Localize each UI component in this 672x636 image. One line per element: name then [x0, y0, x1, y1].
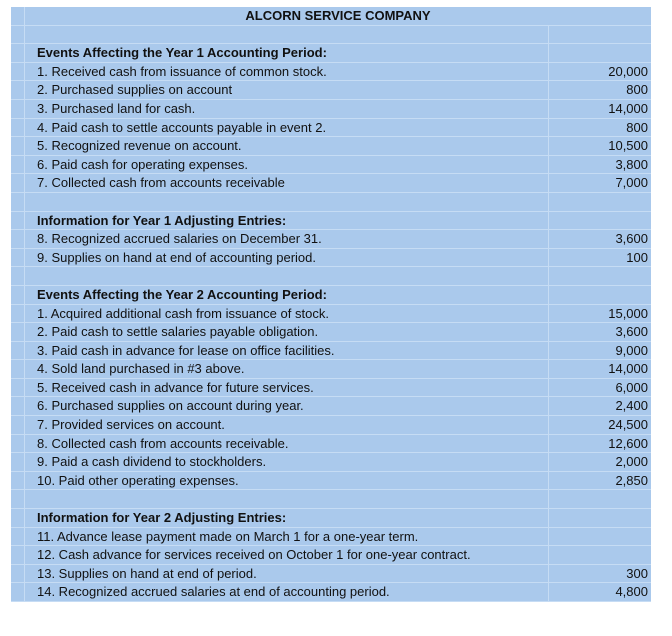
blank-row [11, 490, 651, 509]
table-row [11, 472, 651, 491]
event-description: 11. Advance lease payment made on March 1 for a one-year term. [25, 528, 549, 546]
section-heading-label: Events Affecting the Year 2 Accounting Period: [25, 286, 549, 304]
event-amount: 3,800 [615, 156, 648, 172]
table-row [11, 342, 651, 361]
blank-row [11, 267, 651, 286]
event-amount [549, 546, 651, 564]
event-description: 2. Paid cash to settle salaries payable obligation. [25, 323, 549, 341]
table-row [11, 100, 651, 119]
event-description: 10. Paid other operating expenses. [25, 472, 549, 490]
event-description: 1. Acquired additional cash from issuance of stock. [25, 305, 549, 323]
event-amount: 7,000 [615, 175, 648, 191]
table-row [11, 546, 651, 565]
event-amount: 2,850 [615, 472, 648, 488]
event-amount: 100 [626, 249, 648, 265]
table-row [11, 119, 651, 138]
event-amount: 800 [626, 119, 648, 135]
company-title: ALCORN SERVICE COMPANY [245, 8, 431, 23]
table-row [11, 565, 651, 584]
table-row [11, 174, 651, 193]
event-description: 9. Paid a cash dividend to stockholders. [25, 453, 549, 471]
event-description: 8. Recognized accrued salaries on December 31. [25, 230, 549, 248]
event-description: 9. Supplies on hand at end of accounting period. [25, 249, 549, 267]
table-row [11, 137, 651, 156]
event-description: 12. Cash advance for services received on October 1 for one-year contract. [25, 546, 549, 564]
event-description: 3. Paid cash in advance for lease on office facilities. [25, 342, 549, 360]
event-amount: 24,500 [608, 417, 648, 433]
table-row [11, 435, 651, 454]
event-amount: 9,000 [615, 342, 648, 358]
event-amount: 10,500 [608, 138, 648, 154]
event-description: 14. Recognized accrued salaries at end of accounting period. [25, 583, 549, 601]
table-row [11, 81, 651, 100]
blank-row [11, 193, 651, 212]
table-row [11, 323, 651, 342]
table-row [11, 528, 651, 547]
event-amount: 6,000 [615, 379, 648, 395]
spreadsheet [11, 7, 651, 602]
event-description: 6. Purchased supplies on account during year. [25, 397, 549, 415]
event-description: 7. Collected cash from accounts receivable [25, 174, 549, 192]
table-row [11, 156, 651, 175]
table-row [11, 416, 651, 435]
event-amount: 20,000 [608, 63, 648, 79]
event-description: 4. Sold land purchased in #3 above. [25, 360, 549, 378]
event-amount: 4,800 [615, 584, 648, 600]
event-description: 13. Supplies on hand at end of period. [25, 565, 549, 583]
event-description: 6. Paid cash for operating expenses. [25, 156, 549, 174]
event-amount: 3,600 [615, 231, 648, 247]
event-amount: 2,400 [615, 398, 648, 414]
section-heading [11, 212, 651, 231]
section-heading-label: Information for Year 2 Adjusting Entries: [25, 509, 549, 527]
event-description: 1. Received cash from issuance of common stock. [25, 63, 549, 81]
event-description: 5. Received cash in advance for future services. [25, 379, 549, 397]
event-amount [549, 528, 651, 546]
section-heading [11, 509, 651, 528]
event-amount: 14,000 [608, 100, 648, 116]
event-amount: 300 [626, 565, 648, 581]
section-heading [11, 44, 651, 63]
event-amount: 800 [626, 82, 648, 98]
table-row [11, 63, 651, 82]
blank-row [11, 26, 651, 45]
event-description: 4. Paid cash to settle accounts payable in event 2. [25, 119, 549, 137]
title-row [11, 7, 651, 26]
event-amount: 14,000 [608, 361, 648, 377]
table-row [11, 249, 651, 268]
event-amount: 12,600 [608, 435, 648, 451]
table-row [11, 230, 651, 249]
event-description: 8. Collected cash from accounts receivable. [25, 435, 549, 453]
section-heading-label: Information for Year 1 Adjusting Entries: [25, 212, 549, 230]
table-row [11, 453, 651, 472]
table-row [11, 360, 651, 379]
event-description: 3. Purchased land for cash. [25, 100, 549, 118]
section-heading-label: Events Affecting the Year 1 Accounting Period: [25, 44, 549, 62]
section-heading [11, 286, 651, 305]
event-amount: 2,000 [615, 454, 648, 470]
event-amount: 3,600 [615, 324, 648, 340]
event-amount: 15,000 [608, 305, 648, 321]
event-description: 7. Provided services on account. [25, 416, 549, 434]
table-row [11, 379, 651, 398]
event-description: 2. Purchased supplies on account [25, 81, 549, 99]
table-row [11, 305, 651, 324]
table-row [11, 397, 651, 416]
table-row [11, 583, 651, 602]
event-description: 5. Recognized revenue on account. [25, 137, 549, 155]
